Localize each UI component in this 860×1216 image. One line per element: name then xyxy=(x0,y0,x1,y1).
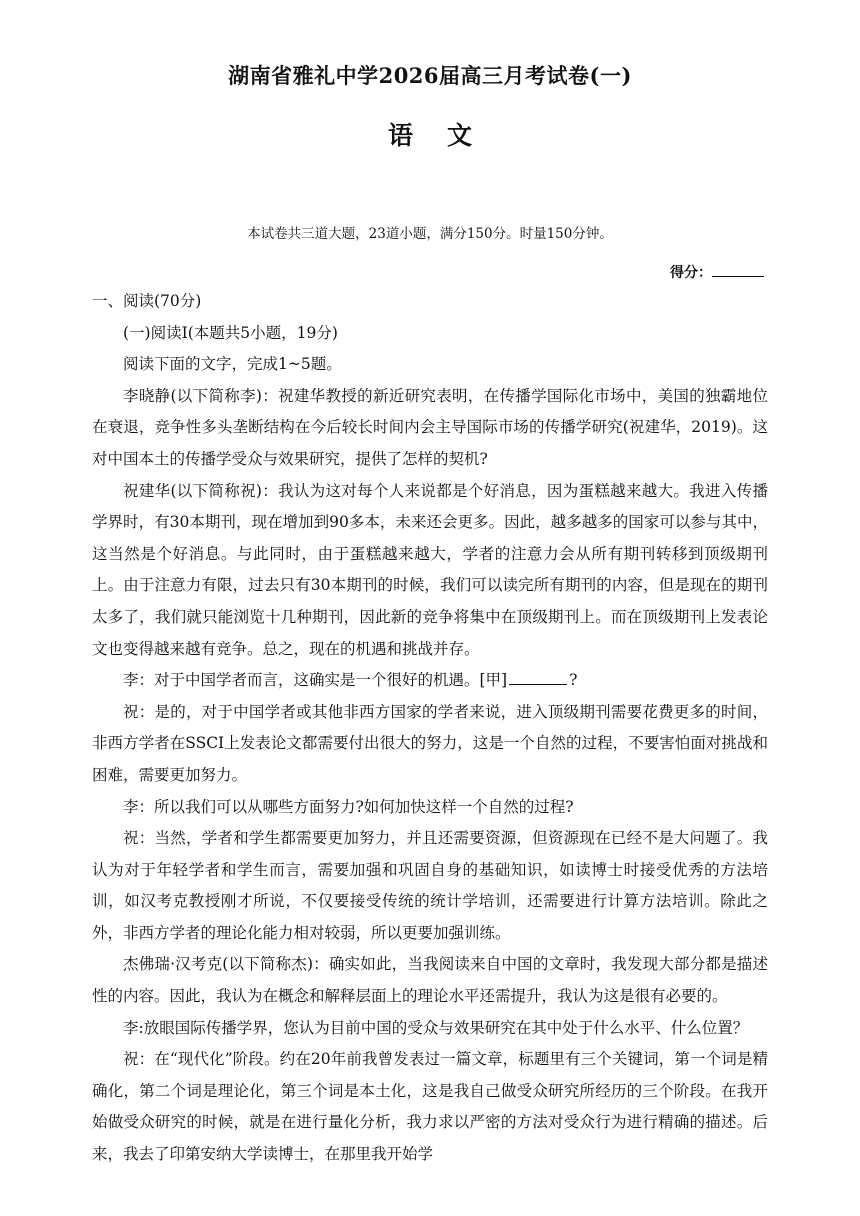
exam-instructions: 本试卷共三道大题，23道小题，满分150分。时量150分钟。 xyxy=(247,226,613,242)
paragraph-3-end: ? xyxy=(569,671,578,690)
exam-title: 湖南省雅礼中学2026届高三月考试卷(一) xyxy=(228,63,632,88)
paragraph-7: 杰佛瑞·汉考克(以下简称杰)：确实如此，当我阅读来自中国的文章时，我发现大部分都是描述性的内容。因此，我认为在概念和解释层面上的理论水平还需提升，我认为这是很有必要的。 xyxy=(92,955,768,1006)
jia-blank xyxy=(509,668,567,685)
reading-directions: 阅读下面的文字，完成1~5题。 xyxy=(123,355,342,374)
subsection-heading: (一)阅读Ⅰ(本题共5小题，19分) xyxy=(123,323,338,342)
reading-passage xyxy=(92,286,768,1171)
score-field xyxy=(670,262,764,282)
paragraph-2: 祝建华(以下简称祝)：我认为这对每个人来说都是个好消息，因为蛋糕越来越大。我进入传播学界时，有30本期刊，现在增加到90多本，未来还会更多。因此，越多越多的国家可以参与其中，这当然是个好消息。与此同时，由于蛋糕越来越大，学者的注意力会从所有期刊转移到顶级期刊上。由于注意力有限，过去只有30本期刊的时候，我们可以读完所有期刊的内容，但是现在的期刊太多了，我们就只能浏览十几种期刊，因此新的竞争将集中在顶级期刊上。而在顶级期刊上发表论文也变得越来越有竞争。总之，现在的机遇和挑战并存。 xyxy=(92,481,768,658)
paragraph-1: 李晓静(以下简称李)：祝建华教授的新近研究表明，在传播学国际化市场中，美国的独霸地位在衰退，竞争性多头垄断结构在今后较长时间内会主导国际市场的传播学研究(祝建华，2019)。这对中国本土的传播学受众与效果研究，提供了怎样的契机? xyxy=(92,386,768,468)
subject-title: 语文 xyxy=(387,121,506,150)
score-blank xyxy=(712,262,764,277)
paragraph-5: 李：所以我们可以从哪些方面努力?如何加快这样一个自然的过程? xyxy=(123,797,574,816)
score-label: 得分： xyxy=(670,265,712,281)
paragraph-6: 祝：当然，学者和学生都需要更加努力，并且还需要资源，但资源现在已经不是大问题了。我认为对于年轻学者和学生而言，需要加强和巩固自身的基础知识，如读博士时接受优秀的方法培训，如汉考克教授刚才所说，不仅要接受传统的统计学培训，还需要进行计算方法培训。除此之外，非西方学者的理论化能力相对较弱，所以更要加强训练。 xyxy=(92,829,768,942)
section-heading: 一、阅读(70分) xyxy=(92,292,202,310)
paragraph-3-text: 李：对于中国学者而言，这确实是一个很好的机遇。[甲] xyxy=(123,671,508,690)
paragraph-8: 李:放眼国际传播学界，您认为目前中国的受众与效果研究在其中处于什么水平、什么位置？ xyxy=(123,1018,749,1037)
paragraph-4: 祝：是的，对于中国学者或其他非西方国家的学者来说，进入顶级期刊需要花费更多的时间，非西方学者在SSCI上发表论文都需要付出很大的努力，这是一个自然的过程，不要害怕面对挑战和困难，需要更加努力。 xyxy=(92,702,768,784)
paragraph-3 xyxy=(92,665,768,697)
paragraph-9: 祝：在“现代化”阶段。约在20年前我曾发表过一篇文章，标题里有三个关键词，第一个词是精确化，第二个词是理论化，第三个词是本土化，这是我自己做受众研究所经历的三个阶段。在我开始做受众研究的时候，就是在进行量化分析，我力求以严密的方法对受众行为进行精确的描述。后来，我去了印第安纳大学读博士，在那里我开始学 xyxy=(92,1050,768,1164)
